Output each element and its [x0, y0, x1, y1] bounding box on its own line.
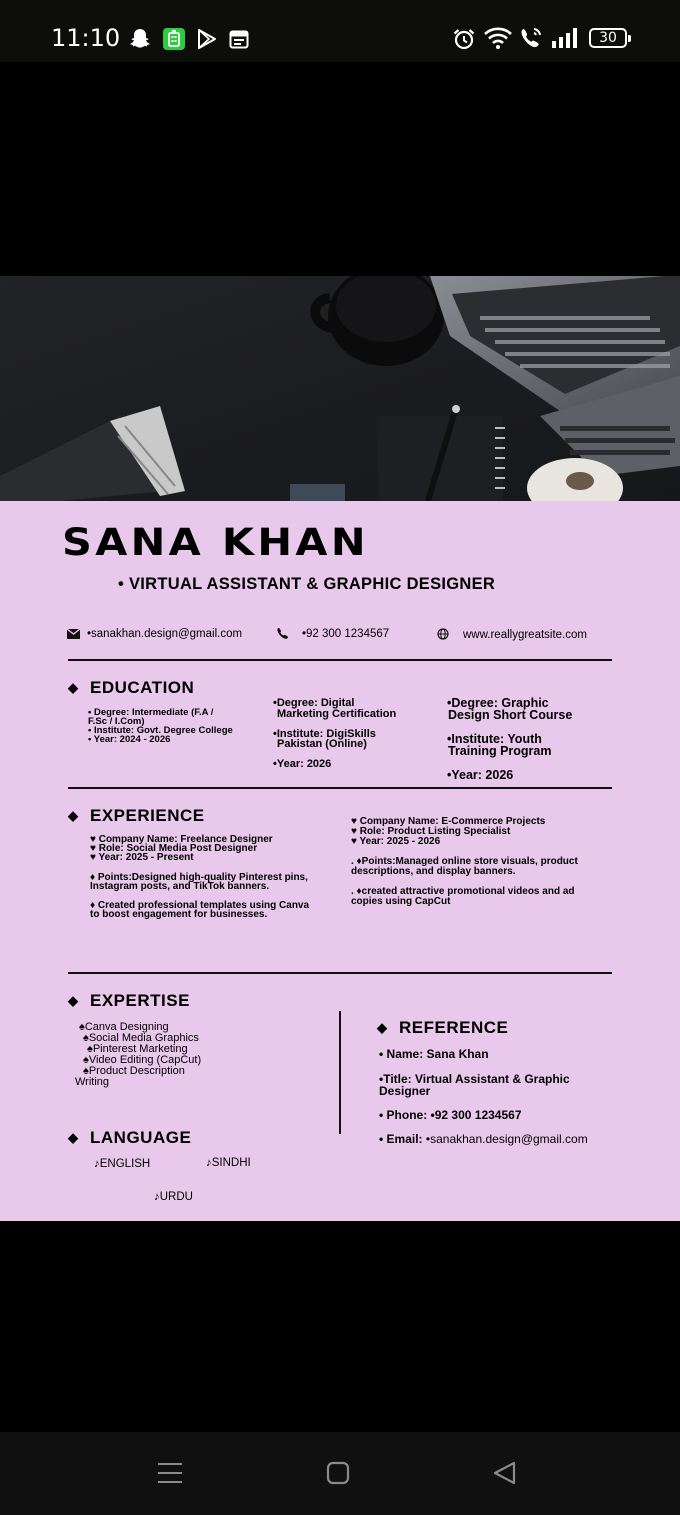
snapchat-icon	[128, 27, 152, 51]
experience-item: to boost engagement for businesses.	[90, 909, 268, 920]
menu-icon[interactable]	[157, 1460, 183, 1486]
experience-item: ♥ Year: 2025 - 2026	[351, 836, 441, 847]
contact-phone[interactable]: •92 300 1234567	[302, 628, 390, 640]
experience-item: . ♦Points:Managed online store visuals, product	[351, 856, 578, 867]
education-item: Training Program	[448, 744, 552, 758]
education-item: •Institute: DigiSkills	[273, 728, 376, 740]
resume-subtitle: • VIRTUAL ASSISTANT & GRAPHIC DESIGNER	[118, 575, 496, 593]
diamond-icon: ◆	[68, 680, 79, 695]
resume-name: SANA KHAN	[62, 521, 369, 564]
contact-email[interactable]: •sanakhan.design@gmail.com	[87, 628, 243, 640]
battery-indicator: 30	[589, 28, 627, 48]
education-item: • Degree: Intermediate (F.A /	[88, 707, 214, 718]
experience-item: descriptions, and display banners.	[351, 866, 516, 877]
divider	[68, 659, 612, 661]
reference-title: •Title: Virtual Assistant & Graphic	[379, 1072, 570, 1086]
divider	[68, 972, 612, 974]
diamond-icon: ◆	[377, 1020, 388, 1035]
diamond-icon: ◆	[68, 1130, 79, 1145]
volte-call-icon	[518, 26, 544, 50]
expertise-item: ♠Pinterest Marketing	[87, 1043, 188, 1055]
education-item: •Year: 2026	[273, 758, 332, 770]
education-item: Pakistan (Online)	[277, 738, 367, 750]
education-item: •Degree: Graphic	[447, 696, 549, 710]
education-item: • Institute: Govt. Degree College	[88, 725, 233, 736]
expertise-item: ♠Canva Designing	[79, 1021, 169, 1033]
experience-item: ♥ Year: 2025 - Present	[90, 852, 194, 863]
contact-website[interactable]: www.reallygreatsite.com	[463, 629, 587, 641]
status-bar	[0, 0, 680, 62]
experience-item: ♥ Company Name: E-Commerce Projects	[351, 816, 546, 827]
experience-item: copies using CapCut	[351, 896, 451, 907]
education-item: •Degree: Digital	[273, 697, 355, 709]
reference-email[interactable]: • Email: •sanakhan.design@gmail.com	[379, 1132, 588, 1146]
phone-icon	[276, 627, 289, 640]
calendar-icon	[229, 29, 249, 49]
resume-card	[0, 501, 680, 1221]
experience-item: ♦ Created professional templates using Canva	[90, 900, 310, 911]
reference-title: Designer	[379, 1084, 431, 1098]
back-icon[interactable]	[492, 1461, 518, 1485]
education-item: F.Sc / I.Com)	[88, 716, 145, 727]
diamond-icon: ◆	[68, 808, 79, 823]
expertise-item: ♠Video Editing (CapCut)	[83, 1054, 202, 1066]
desk-photo	[0, 276, 680, 501]
experience-item: ♥ Role: Product Listing Specialist	[351, 826, 511, 837]
diamond-icon: ◆	[68, 993, 79, 1008]
divider	[68, 787, 612, 789]
education-item: •Year: 2026	[447, 768, 514, 782]
expertise-item: Writing	[75, 1076, 110, 1088]
status-time: 11:10	[51, 24, 121, 52]
reference-phone[interactable]: • Phone: •92 300 1234567	[379, 1108, 522, 1122]
language-item: ♪SINDHI	[206, 1157, 251, 1169]
play-store-icon	[196, 28, 218, 50]
language-heading: ◆ LANGUAGE	[68, 1128, 192, 1147]
home-icon[interactable]	[326, 1461, 350, 1485]
experience-item: . ♦created attractive promotional videos and ad	[351, 886, 575, 897]
education-item: Design Short Course	[448, 708, 573, 722]
header-photo	[0, 276, 680, 501]
reference-name: • Name: Sana Khan	[379, 1047, 489, 1061]
wifi-icon	[483, 26, 513, 50]
navigation-bar	[0, 1432, 680, 1515]
expertise-heading: ◆ EXPERTISE	[68, 991, 190, 1010]
experience-item: Instagram posts, and TikTok banners.	[90, 881, 270, 892]
reference-heading: ◆ REFERENCE	[377, 1018, 509, 1037]
signal-icon	[551, 27, 579, 49]
experience-item: ♦ Points:Designed high-quality Pinterest pins,	[90, 872, 308, 883]
column-divider	[339, 1011, 341, 1134]
language-item: ♪URDU	[154, 1191, 193, 1203]
education-item: Marketing Certification	[277, 708, 397, 720]
experience-heading: ◆ EXPERIENCE	[68, 806, 205, 825]
experience-item: ♥ Company Name: Freelance Designer	[90, 834, 273, 845]
expertise-item: ♠Product Description	[83, 1065, 185, 1077]
globe-icon	[437, 628, 449, 640]
envelope-icon	[67, 629, 80, 639]
education-item: •Institute: Youth	[447, 732, 542, 746]
education-heading: ◆ EDUCATION	[68, 678, 195, 697]
experience-item: ♥ Role: Social Media Post Designer	[90, 843, 258, 854]
expertise-item: ♠Social Media Graphics	[83, 1032, 199, 1044]
language-item: ♪ENGLISH	[94, 1158, 151, 1170]
alarm-icon	[452, 27, 476, 51]
education-item: • Year: 2024 - 2026	[88, 734, 171, 745]
app-grid-icon	[162, 27, 186, 51]
